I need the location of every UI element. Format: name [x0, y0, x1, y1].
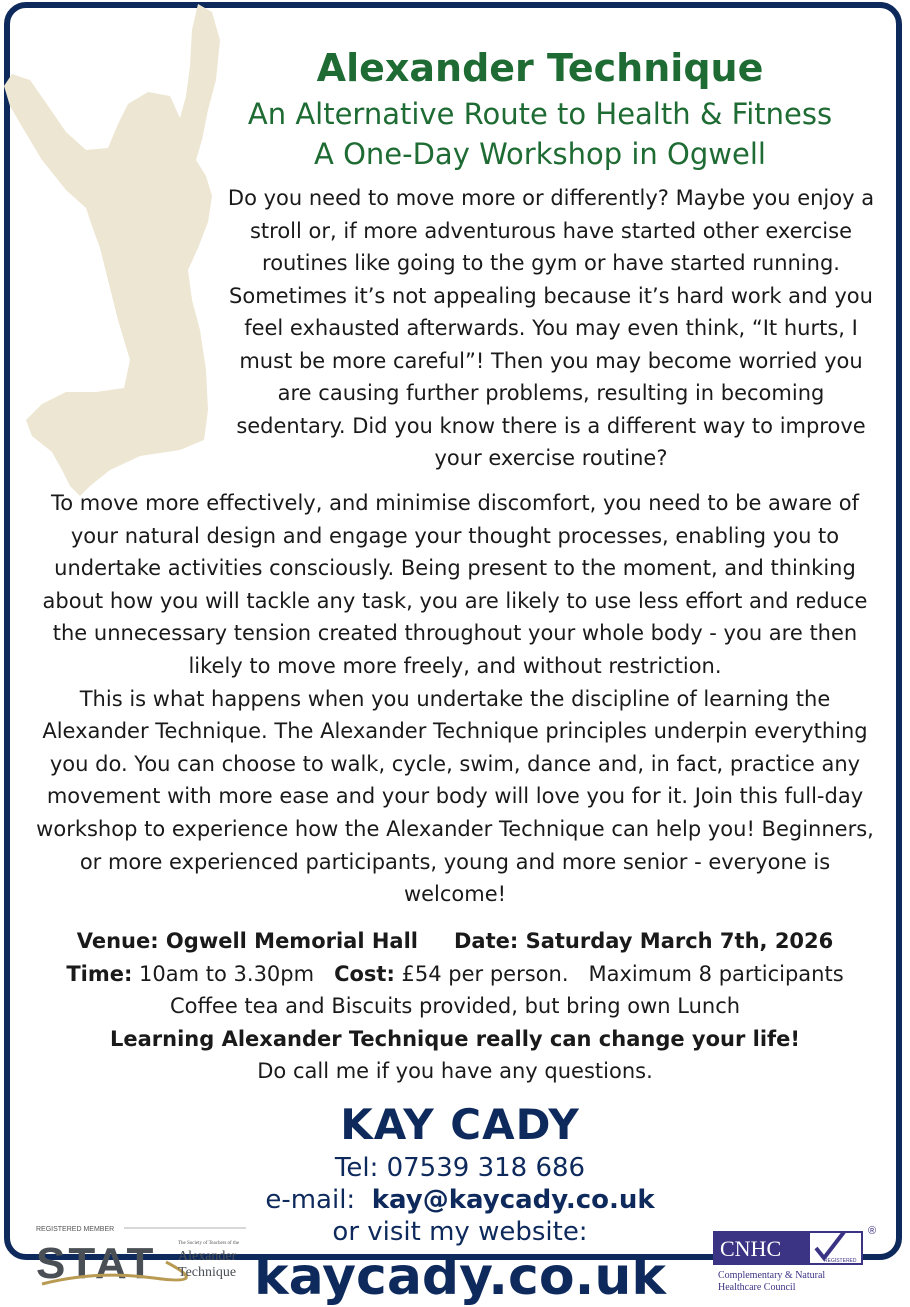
body-paragraph-1: To move more effectively, and minimise discomfort, you need to be aware of your natural design and engage your thought processes, enabling you to undertake activities consciously. Being present to the moment, and thinking about how you will tackle any task, you are likely to use less effort and reduce the unnecessary tension created throughout your whole body - you are then likely to move more freely, and without restriction. — [42, 491, 868, 678]
body-paragraph-2: This is what happens when you undertake the discipline of learning the Alexander Technique. The Alexander Technique principles underpin everything you do. You can choose to walk, cycle, swim, dance and, in fact, practice any movement with more ease and your body will love you for it. Join this full-day workshop to experience how the Alexander Technique can help you! Beginners, or more experienced participants, young and more senior - everyone is welcome! — [36, 686, 874, 907]
slogan: Learning Alexander Technique really can change your life! — [110, 1026, 800, 1051]
stat-logo — [36, 1222, 248, 1292]
time-value: 10am to 3.30pm — [132, 961, 315, 986]
venue: Venue: Ogwell Memorial Hall — [76, 929, 418, 953]
contact-phone[interactable]: Tel: 07539 318 686 — [334, 1153, 586, 1183]
registered-mark: ® — [868, 1225, 877, 1237]
event-date: Date: Saturday March 7th, 2026 — [454, 929, 834, 953]
website-link[interactable]: kaycady.co.uk — [254, 1247, 666, 1307]
contact-name: KAY CADY — [340, 1100, 580, 1149]
website-prompt: or visit my website: — [332, 1217, 588, 1247]
time-label: Time: — [66, 961, 133, 986]
cnhc-line2: Healthcare Council — [718, 1282, 796, 1293]
stat-registered-label: REGISTERED MEMBER — [36, 1226, 115, 1233]
cnhc-line1: Complementary & Natural — [718, 1270, 826, 1281]
refreshments: Coffee tea and Biscuits provided, but bring own Lunch — [169, 994, 741, 1018]
call-prompt: Do call me if you have any questions. — [257, 1059, 653, 1083]
cnhc-logo — [712, 1222, 892, 1294]
email-link[interactable]: kay@kaycady.co.uk — [371, 1185, 655, 1215]
time-cost-line — [30, 958, 880, 991]
contact-block — [200, 1098, 720, 1306]
intro-paragraph: Do you need to move more or differently? Maybe you enjoy a stroll or, if more adventurous have started other exercise routines like going to the gym or have started running. Sometimes it’s not appealing because it’s hard work and you feel exhausted afterwards. You may even think, “It hurts, I must be more careful”! Then you may become worried you are causing further problems, resulting in becoming sedentary. Did you know there is a different way to improve your exercise routine? — [227, 186, 875, 470]
email-label: e-mail: — [265, 1185, 356, 1215]
cost-label: Cost: — [334, 961, 395, 986]
venue-date-line — [30, 925, 880, 958]
stat-name-line2: Technique — [178, 1265, 237, 1280]
stat-society-label: The Society of Teachers of the — [178, 1241, 240, 1246]
workshop-tagline: A One-Day Workshop in Ogwell — [314, 137, 766, 171]
stat-acronym: STAT — [36, 1239, 157, 1288]
cnhc-registered: REGISTERED — [824, 1258, 857, 1264]
cnhc-acronym: CNHC — [720, 1236, 782, 1261]
event-details — [30, 925, 880, 1088]
cost-value: £54 per person. — [394, 961, 569, 986]
page-title: Alexander Technique — [316, 46, 764, 90]
stat-name-line1: Alexander — [178, 1249, 237, 1264]
max-participants: Maximum 8 participants — [588, 961, 844, 986]
contact-email-line — [200, 1184, 720, 1216]
body-text — [30, 487, 880, 911]
page-subtitle: An Alternative Route to Health & Fitness — [247, 97, 833, 131]
